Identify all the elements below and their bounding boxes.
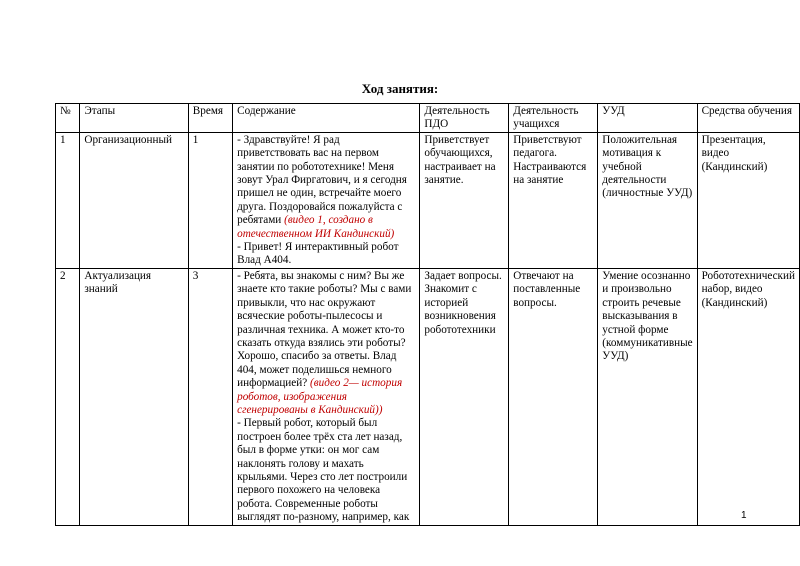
row-means: Презентация, видео (Кандинский) [697, 132, 799, 268]
table-header-row [56, 104, 800, 133]
row-time: 3 [188, 268, 232, 525]
header-students: Деятельность учащихся [509, 104, 598, 133]
header-teacher: Деятельность ПДО [420, 104, 509, 133]
row-teacher: Задает вопросы. Знакомит с историей возникновения робототехники [420, 268, 509, 525]
row-stage: Актуализация знаний [80, 268, 188, 525]
content-text: - Здравствуйте! Я рад приветствовать вас на первом занятии по робототехнике! Меня зовут Урал Фиргатович, и я сегодня пришел не один, встречайте моего друга. Поздоровайся пожалуйста с ребятами [237, 133, 407, 227]
row-time: 1 [188, 132, 232, 268]
row-means: Робототехнический набор, видео (Кандинский) [697, 268, 799, 525]
header-time: Время [188, 104, 232, 133]
row-stage: Организационный [80, 132, 188, 268]
row-students: Приветствуют педагога. Настраиваются на занятие [509, 132, 598, 268]
row-uud: Умение осознанно и произвольно строить речевые высказывания в устной форме (коммуникативные УУД) [598, 268, 697, 525]
row-students: Отвечают на поставленные вопросы. [509, 268, 598, 525]
row-num: 2 [56, 268, 80, 525]
video-note: (видео 1, создано в отечественном ИИ Кандинский) [237, 214, 395, 240]
header-content: Содержание [233, 104, 420, 133]
header-means: Средства обучения [697, 104, 799, 133]
content-text: - Ребята, вы знакомы с ним? Вы же знаете кто такие роботы? Мы с вами привыкли, что нас окружают всяческие роботы-пылесосы и различная техника. А может кто-то сказать откуда взялись эти роботы? Хорошо, спасибо за ответы. Влад 404, может поделишься немного информацией? [237, 269, 412, 390]
row-teacher: Приветствует обучающихся, настраивает на занятие. [420, 132, 509, 268]
lesson-table [55, 103, 800, 526]
header-num: № [56, 104, 80, 133]
row-num: 1 [56, 132, 80, 268]
content-text: - Привет! Я интерактивный робот Влад А404. [237, 241, 399, 267]
row-content [233, 268, 420, 525]
header-uud: УУД [598, 104, 697, 133]
header-stage: Этапы [80, 104, 188, 133]
page-number: 1 [741, 510, 747, 521]
video-note: (видео 2— история роботов, изображения сгенерированы в Кандинский)) [237, 377, 403, 416]
content-text: - Первый робот, который был построен более трёх ста лет назад, был в форме утки: он мог сам наклонять голову и махать крыльями. Через сто лет построили первого похожего на человека робота. Современные роботы выглядят по-разному, например, как [237, 417, 410, 524]
table-row [56, 268, 800, 525]
row-uud: Положительная мотивация к учебной деятельности (личностные УУД) [598, 132, 697, 268]
row-content [233, 132, 420, 268]
page-title: Ход занятия: [361, 81, 439, 96]
table-row [56, 132, 800, 268]
